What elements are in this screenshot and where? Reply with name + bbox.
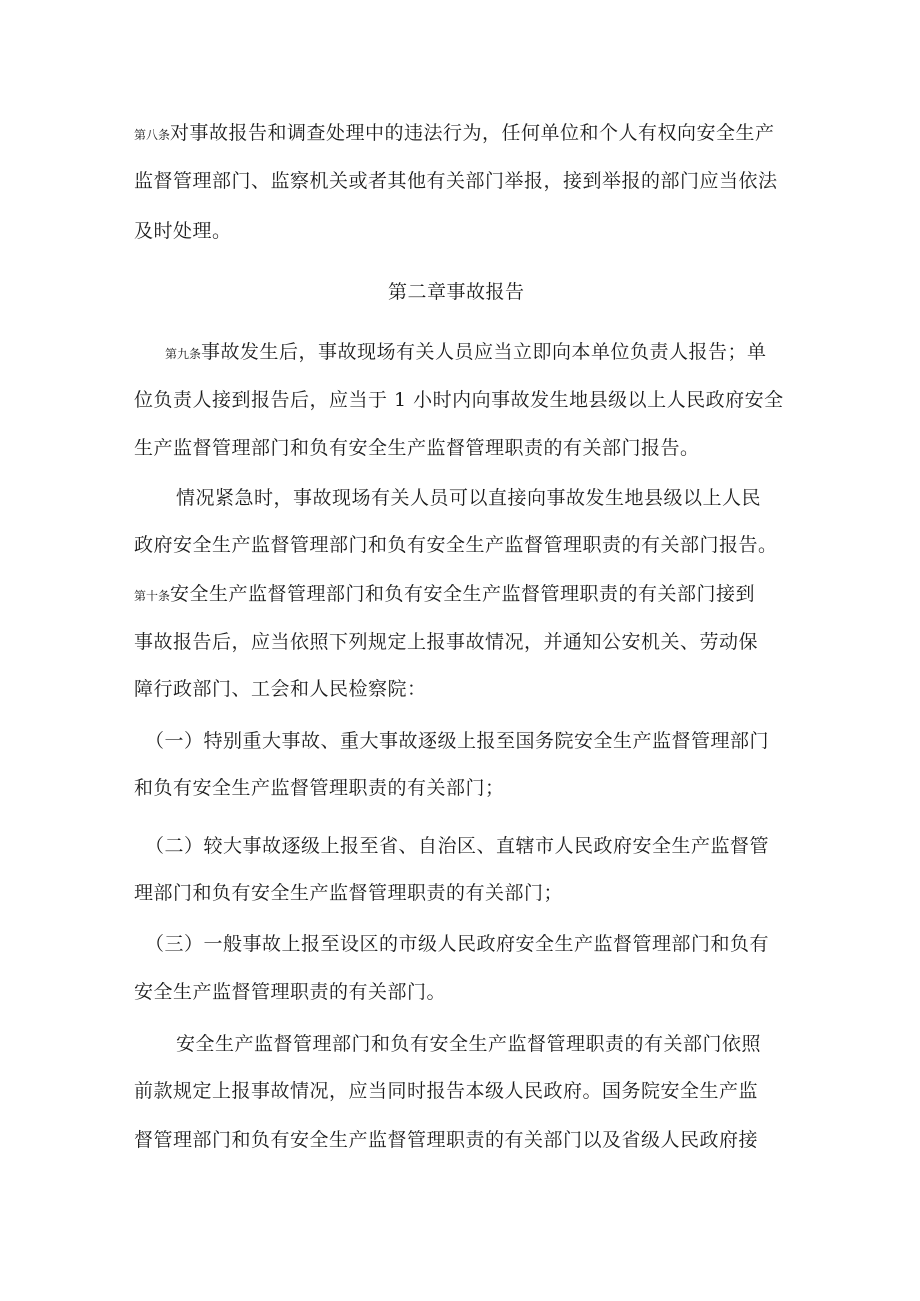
article10-text: 安全生产监督管理部门和负有安全生产监督管理职责的有关部门接到 bbox=[170, 583, 756, 605]
article10-label: 第十条 bbox=[134, 589, 171, 603]
item2-line-1: （二）较大事故逐级上报至省、自治区、直辖市人民政府安全生产监督管 bbox=[145, 835, 770, 857]
article9-text: 事故发生后，事故现场有关人员应当立即向本单位负责人报告；单 bbox=[201, 341, 767, 363]
final-line-3: 督管理部门和负有安全生产监督管理职责的有关部门以及省级人民政府接 bbox=[134, 1129, 759, 1151]
article10-line-1 bbox=[134, 581, 755, 609]
item1-line-2: 和负有安全生产监督管理职责的有关部门； bbox=[134, 777, 505, 799]
article8-label: 第八条 bbox=[134, 128, 171, 142]
article9-line-2: 位负责人接到报告后，应当于 1 小时内向事故发生地县级以上人民政府安全 bbox=[134, 389, 784, 411]
article9-label: 第九条 bbox=[165, 347, 202, 361]
article8-line-1 bbox=[134, 120, 775, 148]
article8-line-2: 监督管理部门、监察机关或者其他有关部门举报，接到举报的部门应当依法 bbox=[134, 170, 778, 192]
article10-line-3: 障行政部门、工会和人民检察院： bbox=[134, 678, 427, 700]
article9-para2-line-1: 情况紧急时，事故现场有关人员可以直接向事故发生地县级以上人民 bbox=[176, 487, 762, 509]
item3-line-2: 安全生产监督管理职责的有关部门。 bbox=[134, 981, 447, 1003]
article9-para2-line-2: 政府安全生产监督管理部门和负有安全生产监督管理职责的有关部门报告。 bbox=[134, 534, 778, 556]
final-line-2: 前款规定上报事故情况，应当同时报告本级人民政府。国务院安全生产监 bbox=[134, 1080, 759, 1102]
final-line-1: 安全生产监督管理部门和负有安全生产监督管理职责的有关部门依照 bbox=[176, 1033, 762, 1055]
article8-line-3: 及时处理。 bbox=[134, 220, 232, 242]
item1-line-1: （一）特别重大事故、重大事故逐级上报至国务院安全生产监督管理部门 bbox=[145, 730, 770, 752]
article8-text: 对事故报告和调查处理中的违法行为，任何单位和个人有权向安全生产 bbox=[170, 122, 775, 144]
article9-line-3: 生产监督管理部门和负有安全生产监督管理职责的有关部门报告。 bbox=[134, 437, 700, 459]
chapter-title: 第二章事故报告 bbox=[388, 281, 525, 303]
article9-line-1 bbox=[165, 339, 767, 367]
item2-line-2: 理部门和负有安全生产监督管理职责的有关部门； bbox=[134, 882, 564, 904]
item3-line-1: （三）一般事故上报至设区的市级人民政府安全生产监督管理部门和负有 bbox=[145, 933, 770, 955]
article10-line-2: 事故报告后，应当依照下列规定上报事故情况，并通知公安机关、劳动保 bbox=[134, 631, 759, 653]
